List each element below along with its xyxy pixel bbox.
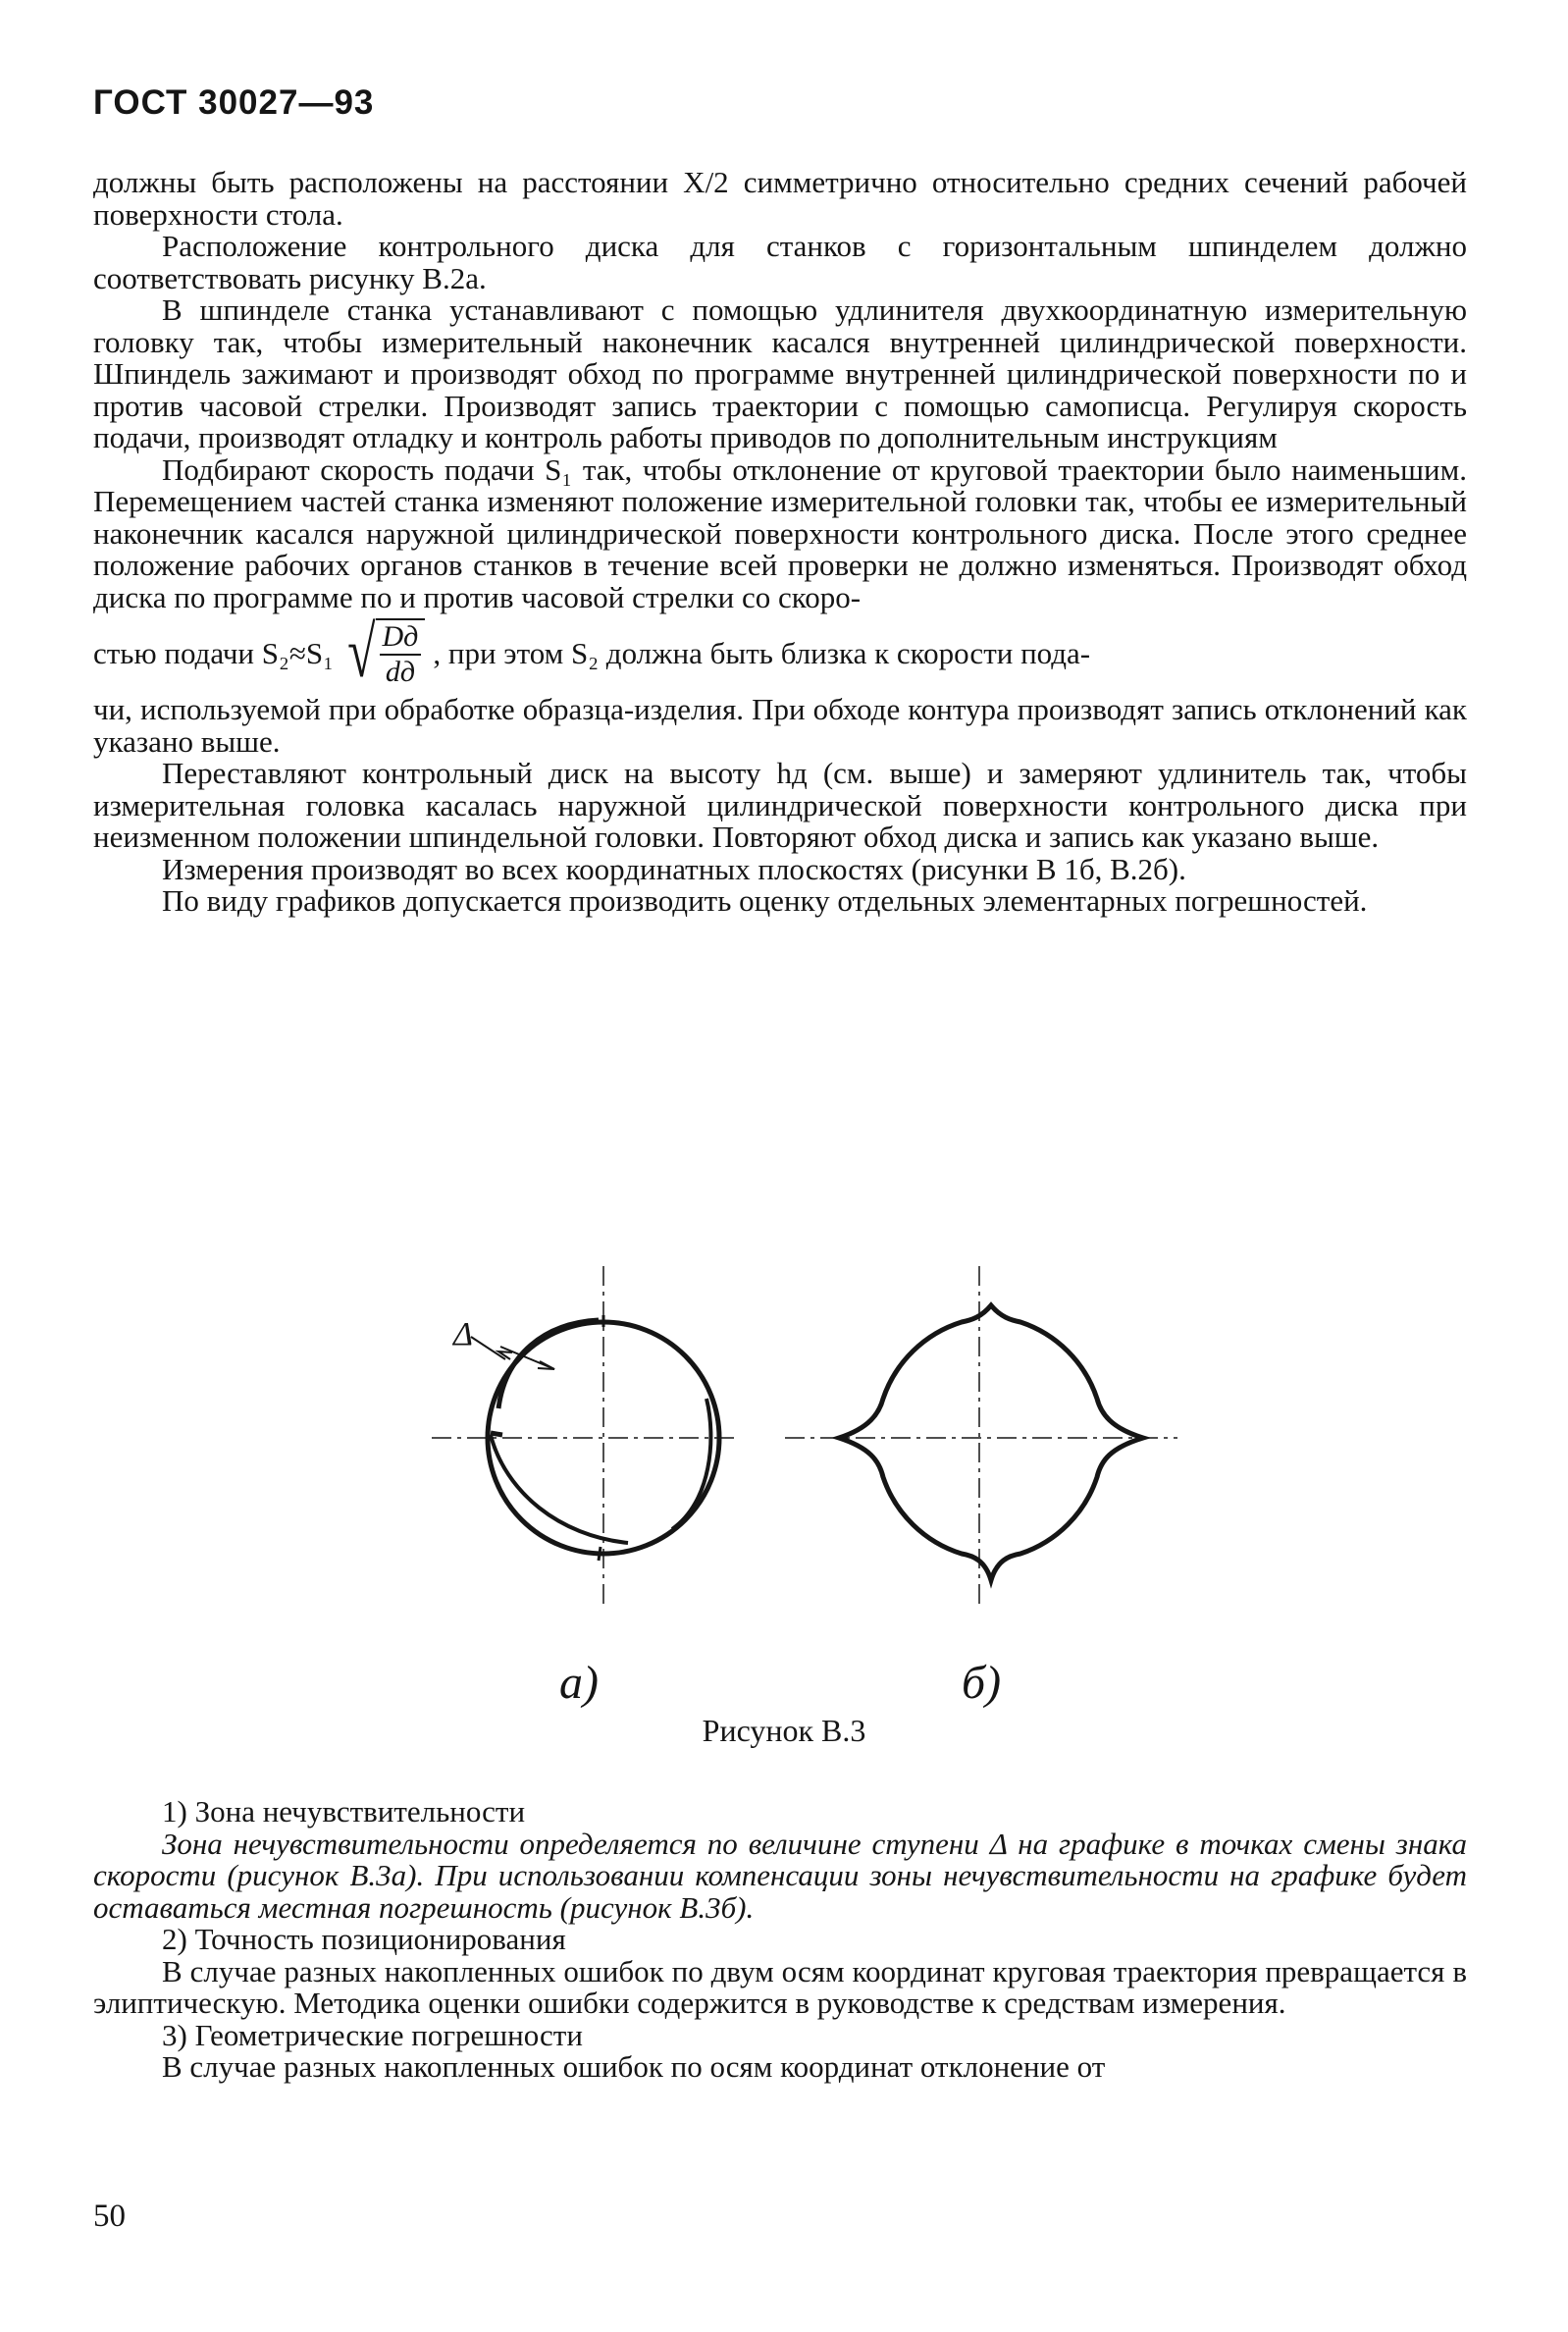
paragraph: По виду графиков допускается производить оценку отдельных элементарных погрешностей.	[162, 883, 1368, 918]
section-heading: 1) Зона нечувствительности	[162, 1794, 526, 1828]
figure-caption: Рисунок В.3	[702, 1713, 866, 1748]
paragraph: В случае разных накопленных ошибок по осям координат отклонение от	[162, 2049, 1106, 2084]
figure-b3	[412, 1266, 1177, 1737]
page-header: ГОСТ 30027—93	[93, 83, 375, 122]
paragraph: Переставляют контрольный диск на высоту hд (см. выше) и замеряют удлинитель так, чтобы измерительная головка касалась наружной цилиндрической поверхности контрольного диска при неизменном положении шпиндельной головки. Повторяют обход диска и запись как указано выше.	[93, 756, 1467, 854]
section-heading: 3) Геометрические погрешности	[162, 2017, 583, 2052]
radical-sign: √	[346, 612, 376, 693]
text-block-top	[93, 167, 1467, 918]
figure-b-trajectory	[785, 1266, 1177, 1610]
paragraph: Расположение контрольного диска для станков с горизонтальным шпинделем должно соответствовать рисунку В.2а.	[93, 229, 1467, 295]
figure-a-trajectory	[432, 1266, 736, 1610]
section-heading: 2) Точность позиционирования	[162, 1922, 566, 1956]
paragraph: должны быть расположены на расстоянии X/2 симметрично относительно средних сечений рабочей поверхности стола.	[93, 165, 1467, 232]
paragraph: В случае разных накопленных ошибок по двум осям координат круговая траектория превращается в элиптическую. Методика оценки ошибки содержится в руководстве к средствам измерения.	[93, 1953, 1467, 2020]
paragraph: В шпинделе станка устанавливают с помощью удлинителя двухкоординатную измерительную головку так, чтобы измерительный наконечник касался внутренней цилиндрической поверхности. Шпиндель зажимают и производят обход по программе внутренней цилиндрической поверхности по и против часовой стрелки. Производят запись траектории с помощью самописца. Регулируя скорость подачи, производят отладку и контроль работы приводов по дополнительным инструкциям	[93, 292, 1467, 454]
formula-line	[93, 613, 1467, 694]
label-a: а)	[559, 1657, 599, 1709]
delta-label: Δ	[453, 1316, 473, 1352]
label-b: б)	[962, 1657, 1002, 1709]
text-block-bottom	[93, 1796, 1467, 2084]
paragraph: Подбирают скорость подачи S₁ так, чтобы отклонение от круговой траектории было наименьшим. Перемещением частей станка изменяют положение измерительной головки так, чтобы ее измерительный наконечник касался наружной цилиндрической поверхности контрольного диска. После этого среднее положение рабочих органов станков в течение всей проверки не должно изменяться. Производят обход диска по программе по и против часовой стрелки со скоро-	[93, 451, 1467, 614]
fraction	[376, 618, 426, 689]
formula-post: , при этом S₂ должна быть близка к скорости пода-	[433, 635, 1091, 670]
paragraph: Измерения производят во всех координатных плоскостях (рисунки В 1б, В.2б).	[162, 851, 1186, 886]
numerator: Dд	[380, 620, 422, 656]
paragraph: Зона нечувствительности определяется по величине ступени Δ на графике в точках смены знака скорости (рисунок В.3а). При использовании компенсации зоны нечувствительности на графике будет оставаться местная погрешность (рисунок В.3б).	[93, 1826, 1467, 1925]
denominator: dд	[385, 656, 416, 688]
formula-pre: стью подачи S₂≈S₁	[93, 635, 334, 670]
paragraph: чи, используемой при обработке образца-изделия. При обходе контура производят запись отклонений как указано выше.	[93, 692, 1467, 759]
sqrt-formula	[341, 612, 425, 693]
page-number: 50	[93, 2199, 126, 2234]
